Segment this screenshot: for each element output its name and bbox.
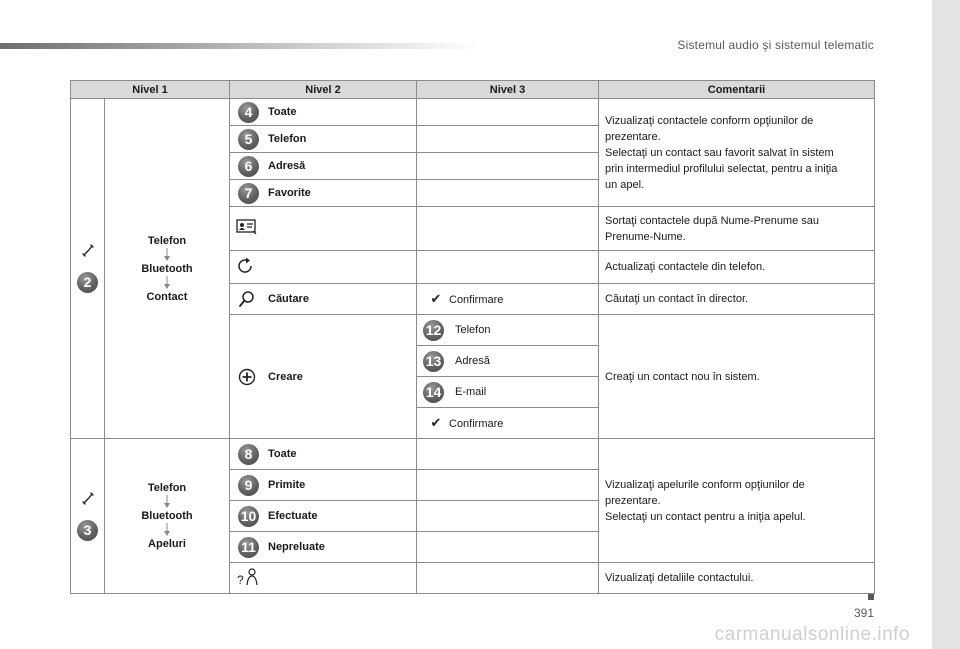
page-corner-mark <box>868 594 874 600</box>
level1-contacts-menu <box>105 99 230 439</box>
menu-table <box>70 80 875 594</box>
comment-line: Prenume-Nume. <box>605 230 686 243</box>
comment-filter-calls <box>599 439 875 563</box>
contact-card-sort-icon <box>236 219 258 235</box>
header-comentarii: Comentarii <box>599 81 875 99</box>
comment-details: Vizualizaţi detaliile contactului. <box>599 563 875 594</box>
page-header-title: Sistemul audio şi sistemul telematic <box>677 38 874 52</box>
menu-item-telefon: Telefon <box>147 234 187 247</box>
table-row <box>71 99 875 126</box>
comment-line: Selectaţi un contact pentru a iniţia apelul. <box>605 510 806 523</box>
add-circle-icon <box>238 368 256 386</box>
level3-empty <box>417 99 599 126</box>
level2-toate <box>230 439 417 470</box>
level3-label: Confirmare <box>449 418 504 430</box>
comment-line: Vizualizaţi apelurile conform opţiunilor de <box>605 478 805 491</box>
comment-line: prezentare. <box>605 130 661 143</box>
menu-item-bluetooth: Bluetooth <box>141 262 193 275</box>
level3-empty <box>417 153 599 180</box>
level3-empty <box>417 439 599 470</box>
contact-details-icon <box>236 567 260 587</box>
badge-14: 14 <box>423 382 444 403</box>
level2-label: Nepreluate <box>268 541 325 553</box>
comment-filter-contacts <box>599 99 875 207</box>
level2-favorite <box>230 180 417 207</box>
level3-empty <box>417 501 599 532</box>
level2-label: Telefon <box>268 133 307 145</box>
level2-telefon <box>230 126 417 153</box>
badge-13: 13 <box>423 351 444 372</box>
comment-search: Căutaţi un contact în director. <box>599 284 875 315</box>
arrow-down-icon <box>163 495 171 509</box>
level2-adresa <box>230 153 417 180</box>
level2-label: Căutare <box>268 293 309 305</box>
level2-efectuate <box>230 501 417 532</box>
comment-refresh: Actualizaţi contactele din telefon. <box>599 251 875 284</box>
comment-line: prin intermediul profilului selectat, pentru a iniţia <box>605 162 838 175</box>
level2-toate <box>230 99 417 126</box>
menu-item-bluetooth: Bluetooth <box>141 510 193 522</box>
level2-label: Favorite <box>268 187 311 199</box>
badge-2: 2 <box>77 272 98 293</box>
level3-empty <box>417 180 599 207</box>
refresh-icon <box>236 257 256 275</box>
level3-empty <box>417 251 599 284</box>
level3-label: Telefon <box>455 324 491 336</box>
level2-label: Toate <box>268 448 297 460</box>
level3-adresa <box>417 346 599 377</box>
menu-item-contact: Contact <box>146 290 188 303</box>
level2-label: Efectuate <box>268 510 318 522</box>
level2-label: Toate <box>268 106 297 118</box>
level2-creare <box>230 315 417 439</box>
table-header-row <box>71 81 875 99</box>
arrow-down-icon <box>163 523 171 537</box>
comment-line: Vizualizaţi contactele conform opţiunilor de <box>605 114 814 127</box>
level2-label: Creare <box>268 370 303 383</box>
badge-12: 12 <box>423 320 444 341</box>
level3-label: Confirmare <box>449 294 504 306</box>
page-number: 391 <box>853 606 874 620</box>
comment-line: prezentare. <box>605 494 661 507</box>
badge-7: 7 <box>238 183 259 204</box>
level2-sort <box>230 207 417 251</box>
svg-text:?: ? <box>237 572 244 587</box>
arrow-down-icon <box>163 248 171 262</box>
level3-telefon <box>417 315 599 346</box>
level3-empty <box>417 126 599 153</box>
comment-line: Selectaţi un contact sau favorit salvat în sistem <box>605 146 834 159</box>
badge-11: 11 <box>238 537 259 558</box>
level3-confirmare <box>417 408 599 439</box>
header-nivel-3: Nivel 3 <box>417 81 599 99</box>
level2-refresh <box>230 251 417 284</box>
level2-label: Adresă <box>268 160 306 172</box>
search-icon <box>238 290 256 308</box>
menu-item-telefon: Telefon <box>147 482 187 494</box>
handset-icon <box>81 492 95 506</box>
badge-9: 9 <box>238 475 259 496</box>
badge-10: 10 <box>238 506 259 527</box>
level3-empty <box>417 207 599 251</box>
checkmark-icon: ✔ <box>430 291 442 306</box>
level3-empty <box>417 470 599 501</box>
badge-8: 8 <box>238 444 259 465</box>
level2-label: Primite <box>268 479 306 491</box>
header-nivel-2: Nivel 2 <box>230 81 417 99</box>
level3-label: E-mail <box>455 386 487 398</box>
table-row <box>71 439 875 470</box>
badge-6: 6 <box>238 156 259 177</box>
level1-calls-cell <box>71 439 105 594</box>
badge-4: 4 <box>238 102 259 123</box>
level2-cautare <box>230 284 417 315</box>
comment-sort <box>599 207 875 251</box>
handset-icon <box>81 244 95 258</box>
level3-confirmare <box>417 284 599 315</box>
level2-nepreluate <box>230 532 417 563</box>
level3-empty <box>417 563 599 594</box>
header-gradient-bar <box>0 43 480 49</box>
level2-details <box>230 563 417 594</box>
level2-primite <box>230 470 417 501</box>
comment-create: Creaţi un contact nou în sistem. <box>599 315 875 439</box>
level3-empty <box>417 532 599 563</box>
badge-3: 3 <box>77 520 98 541</box>
level3-email <box>417 377 599 408</box>
level1-calls-menu <box>105 439 230 594</box>
arrow-down-icon <box>163 276 171 290</box>
level1-contacts-cell <box>71 99 105 439</box>
checkmark-icon: ✔ <box>430 415 442 430</box>
menu-item-apeluri: Apeluri <box>148 538 186 550</box>
badge-5: 5 <box>238 129 259 150</box>
level3-label: Adresă <box>455 355 490 367</box>
page-edge-strip <box>932 0 960 649</box>
header-nivel-1: Nivel 1 <box>71 81 230 99</box>
watermark: carmanualsonline.info <box>714 624 910 645</box>
comment-line: Sortaţi contactele după Nume-Prenume sau <box>605 214 820 227</box>
comment-line: un apel. <box>605 178 645 191</box>
